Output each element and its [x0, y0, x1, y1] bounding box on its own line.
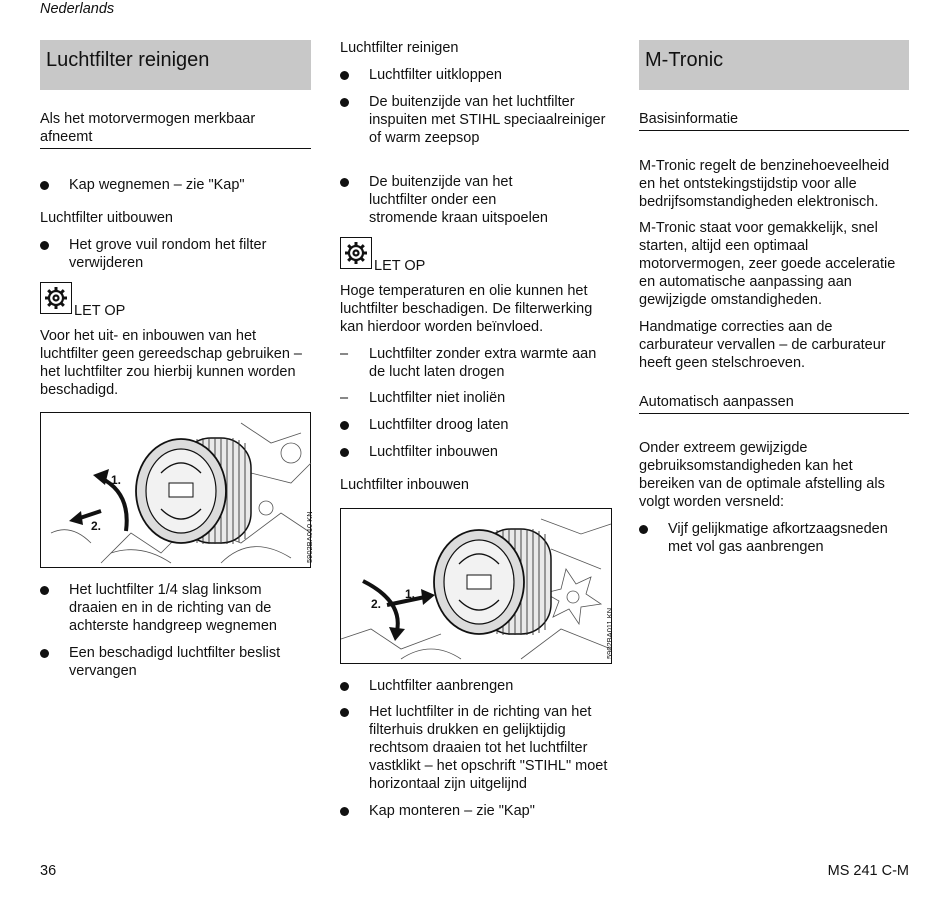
heading-motorvermogen: Als het motorvermogen merkbaar afneemt	[40, 110, 311, 149]
figure-code: 5902BA011 KN	[605, 607, 614, 659]
list-item	[40, 581, 311, 635]
list-item-text: Luchtfilter aanbrengen	[369, 678, 514, 694]
heading-basisinformatie: Basisinformatie	[639, 110, 909, 131]
list-item	[40, 236, 311, 272]
gear-warning-icon	[340, 237, 372, 269]
bullet-dot	[40, 181, 49, 190]
notice-label: LET OP	[374, 258, 426, 274]
list-item-text: Luchtfilter inbouwen	[369, 444, 498, 460]
list-item	[340, 703, 612, 793]
gear-warning-icon	[40, 282, 72, 314]
section-title-bar	[639, 40, 909, 90]
list-item-text: Luchtfilter droog laten	[369, 417, 509, 433]
list-item	[340, 802, 612, 820]
bullet-dot	[639, 525, 648, 534]
list-item-text: Het grove vuil rondom het filter verwijderen	[69, 237, 267, 271]
figure-install-filter	[340, 508, 612, 664]
figure-code: 5902BA010 KN	[305, 511, 314, 563]
air-filter-illustration	[41, 413, 312, 569]
list-item-text: Kap wegnemen – zie "Kap"	[69, 177, 245, 193]
list-item	[340, 677, 612, 695]
dash-marker: –	[340, 346, 349, 362]
list-item	[340, 66, 612, 84]
list-item	[40, 176, 311, 194]
paragraph: Onder extreem gewijzigde gebruiksomstandigheden kan het bereiken van de optimale afstelling als volgt worden versneld:	[639, 440, 885, 510]
section-title-bar	[40, 40, 311, 90]
notice-let-op	[40, 282, 311, 320]
notice-let-op	[340, 237, 612, 275]
paragraph: M-Tronic staat voor gemakkelijk, snel starten, altijd een optimaal motorvermogen, zeer goede acceleratie en automatische aanpassing aan gewijzigde omstandigheden.	[639, 220, 896, 308]
list-item-text: De buitenzijde van het luchtfilter onder een stromende kraan uitspoelen	[369, 174, 548, 226]
subheading-reinigen: Luchtfilter reinigen	[340, 40, 459, 56]
page-number: 36	[40, 863, 57, 879]
list-item	[340, 416, 612, 434]
bullet-dot	[340, 708, 349, 717]
bullet-dot	[340, 448, 349, 457]
list-item-text: Het luchtfilter in de richting van het filterhuis drukken en gelijktijdig rechtsom draaien tot het luchtfilter vastklikt – het opschrift "STIHL" moet horizontaal zijn uitgelijnd	[369, 704, 608, 792]
paragraph: Handmatige correcties aan de carburateur vervallen – de carburateur heeft geen stelschroeven.	[639, 319, 886, 371]
list-item-text: Luchtfilter uitkloppen	[369, 67, 502, 83]
notice-text: Hoge temperaturen en olie kunnen het luchtfilter beschadigen. De filterwerking kan hierdoor worden beïnvloed.	[340, 283, 593, 335]
bullet-dot	[40, 649, 49, 658]
model-name: MS 241 C-M	[827, 863, 909, 879]
list-item-text: Het luchtfilter 1/4 slag linksom draaien en in de richting van de achterste handgreep wegnemen	[69, 582, 277, 634]
list-item-text: Kap monteren – zie "Kap"	[369, 803, 535, 819]
subheading-uitbouwen: Luchtfilter uitbouwen	[40, 210, 173, 226]
list-item-text: De buitenzijde van het luchtfilter inspuiten met STIHL speciaalreiniger of warm zeepsop	[369, 94, 606, 146]
subheading-inbouwen: Luchtfilter inbouwen	[340, 477, 469, 493]
heading-automatisch-aanpassen: Automatisch aanpassen	[639, 393, 909, 414]
list-item	[340, 443, 612, 461]
list-item-text: Een beschadigd luchtfilter beslist vervangen	[69, 645, 281, 679]
step-label-1: 1.	[111, 473, 122, 487]
bullet-dot	[340, 421, 349, 430]
list-item	[340, 389, 612, 407]
air-filter-illustration	[341, 509, 613, 665]
list-item	[340, 93, 612, 147]
bullet-dot	[340, 178, 349, 187]
figure-remove-filter	[40, 412, 314, 568]
step-label-2: 2.	[371, 597, 382, 611]
list-item	[340, 345, 612, 381]
section-title: M-Tronic	[645, 49, 724, 71]
section-title: Luchtfilter reinigen	[46, 49, 210, 71]
list-item-text: Vijf gelijkmatige afkortzaagsneden met vol gas aanbrengen	[668, 521, 888, 555]
bullet-dot	[340, 71, 349, 80]
list-item	[40, 644, 311, 680]
notice-label: LET OP	[74, 303, 126, 319]
language-label: Nederlands	[40, 1, 115, 17]
dash-marker: –	[340, 390, 349, 406]
bullet-dot	[340, 807, 349, 816]
step-label-2: 2.	[91, 519, 102, 533]
bullet-dot	[340, 98, 349, 107]
list-item	[639, 520, 909, 556]
list-item	[340, 173, 612, 227]
notice-text: Voor het uit- en inbouwen van het luchtfilter geen gereedschap gebruiken – het luchtfilter zou hierbij kunnen worden beschadigd.	[40, 328, 302, 398]
bullet-dot	[40, 241, 49, 250]
bullet-dot	[40, 586, 49, 595]
list-item-text: Luchtfilter niet inoliën	[369, 390, 506, 406]
list-item-text: Luchtfilter zonder extra warmte aan de lucht laten drogen	[369, 346, 597, 380]
step-label-1: 1.	[405, 587, 416, 601]
bullet-dot	[340, 682, 349, 691]
paragraph: M-Tronic regelt de benzinehoeveelheid en het ontstekingstijdstip voor alle bedrijfsomstandigheden elektronisch.	[639, 158, 890, 210]
